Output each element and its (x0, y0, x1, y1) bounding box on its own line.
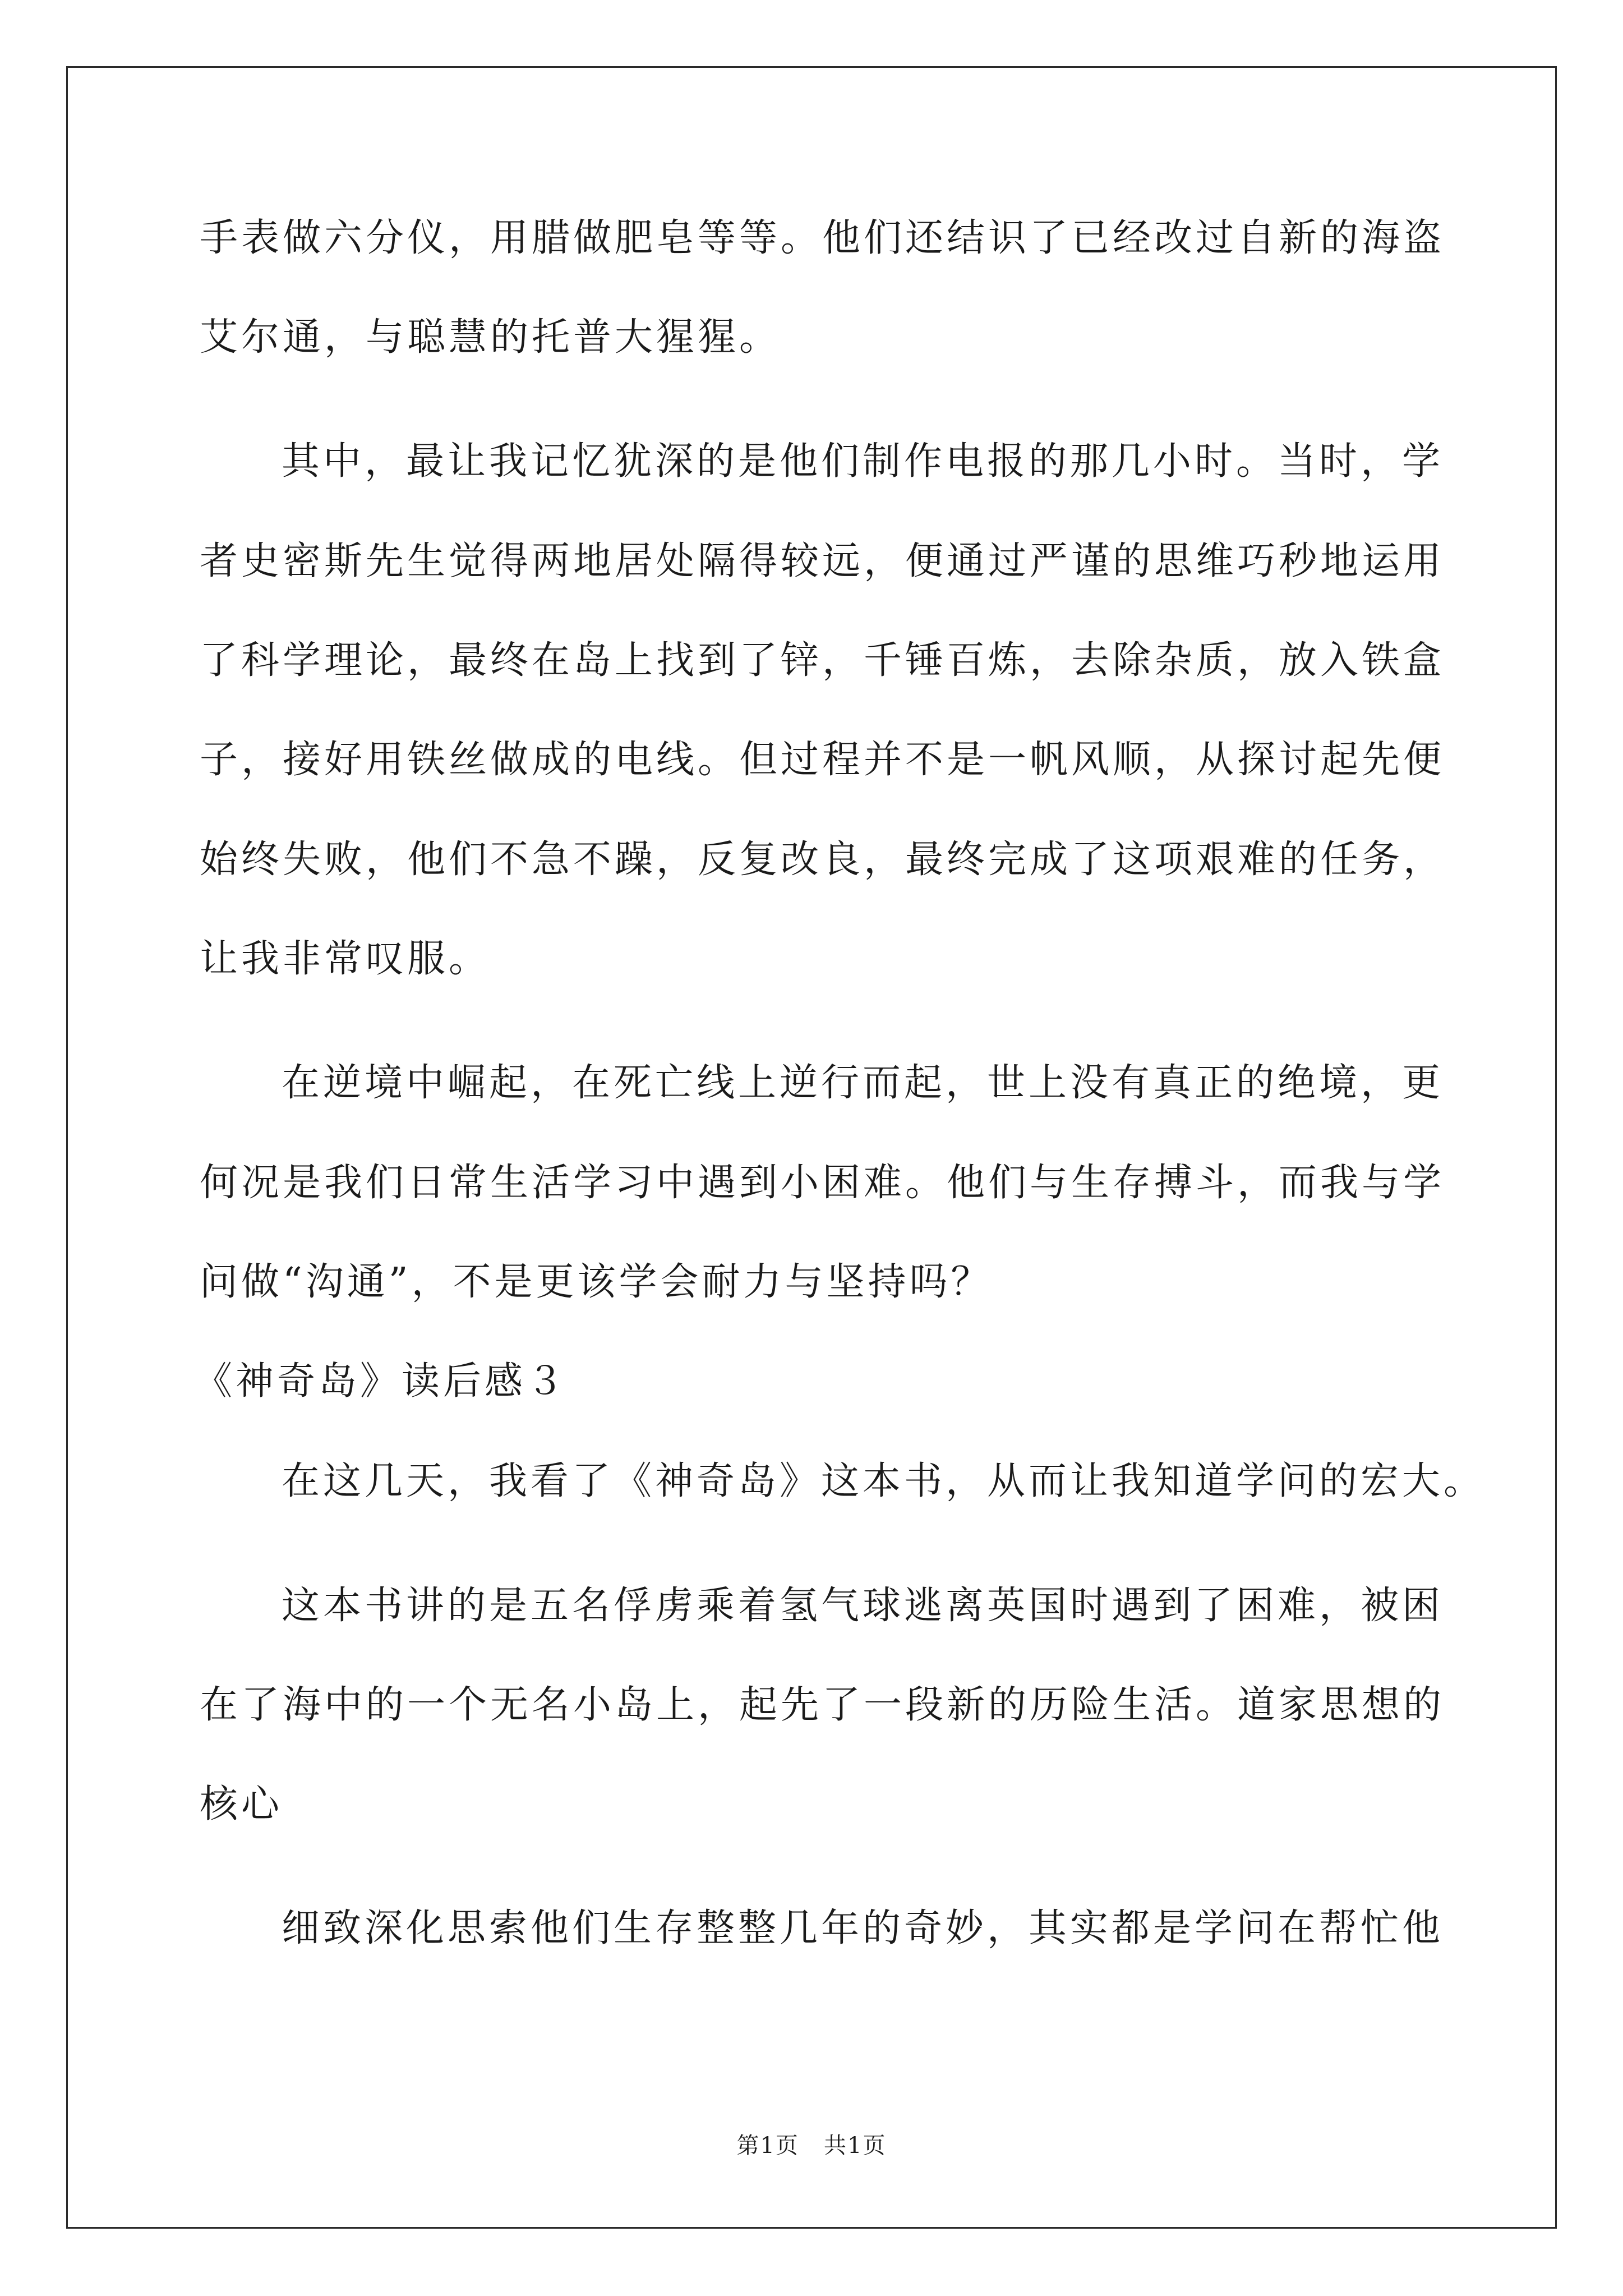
paragraph-start-line: 细致深化思索他们生存整整几年的奇妙，其实都是学问在帮忙他 (282, 1906, 1444, 1950)
text-line: 核心 (200, 1782, 283, 1826)
text-line: 者史密斯先生觉得两地居处隔得较远，便通过严谨的思维巧秒地运用 (200, 539, 1445, 583)
paragraph-start-line: 这本书讲的是五名俘虏乘着氢气球逃离英国时遇到了困难，被困 (282, 1584, 1444, 1628)
paragraph-start-line: 其中，最让我记忆犹深的是他们制作电报的那几小时。当时，学 (282, 439, 1444, 484)
text-line: 了科学理论，最终在岛上找到了锌，千锤百炼，去除杂质，放入铁盒 (200, 638, 1445, 683)
text-line: 艾尔通，与聪慧的托普大猩猩。 (200, 315, 781, 360)
text-line: 子，接好用铁丝做成的电线。但过程并不是一帆风顺，从探讨起先便 (200, 738, 1445, 782)
text-line: 问做“沟通”，不是更该学会耐力与坚持吗？ (200, 1260, 993, 1304)
text-line: 何况是我们日常生活学习中遇到小困难。他们与生存搏斗，而我与学 (200, 1161, 1445, 1205)
page-number-footer: 第1页 共1页 (736, 2133, 887, 2159)
paragraph-start-line: 在逆境中崛起，在死亡线上逆行而起，世上没有真正的绝境，更 (282, 1061, 1444, 1105)
text-line: 手表做六分仪，用腊做肥皂等等。他们还结识了已经改过自新的海盗 (200, 216, 1445, 260)
section-heading: 《神奇岛》读后感３ (194, 1359, 568, 1404)
text-line: 始终失败，他们不急不躁，反复改良，最终完成了这项艰难的任务， (200, 838, 1445, 882)
text-line: 让我非常叹服。 (200, 937, 491, 981)
text-line: 在了海中的一个无名小岛上，起先了一段新的历险生活。道家思想的 (200, 1683, 1445, 1727)
paragraph-start-line: 在这几天，我看了《神奇岛》这本书，从而让我知道学问的宏大。 (282, 1459, 1486, 1503)
